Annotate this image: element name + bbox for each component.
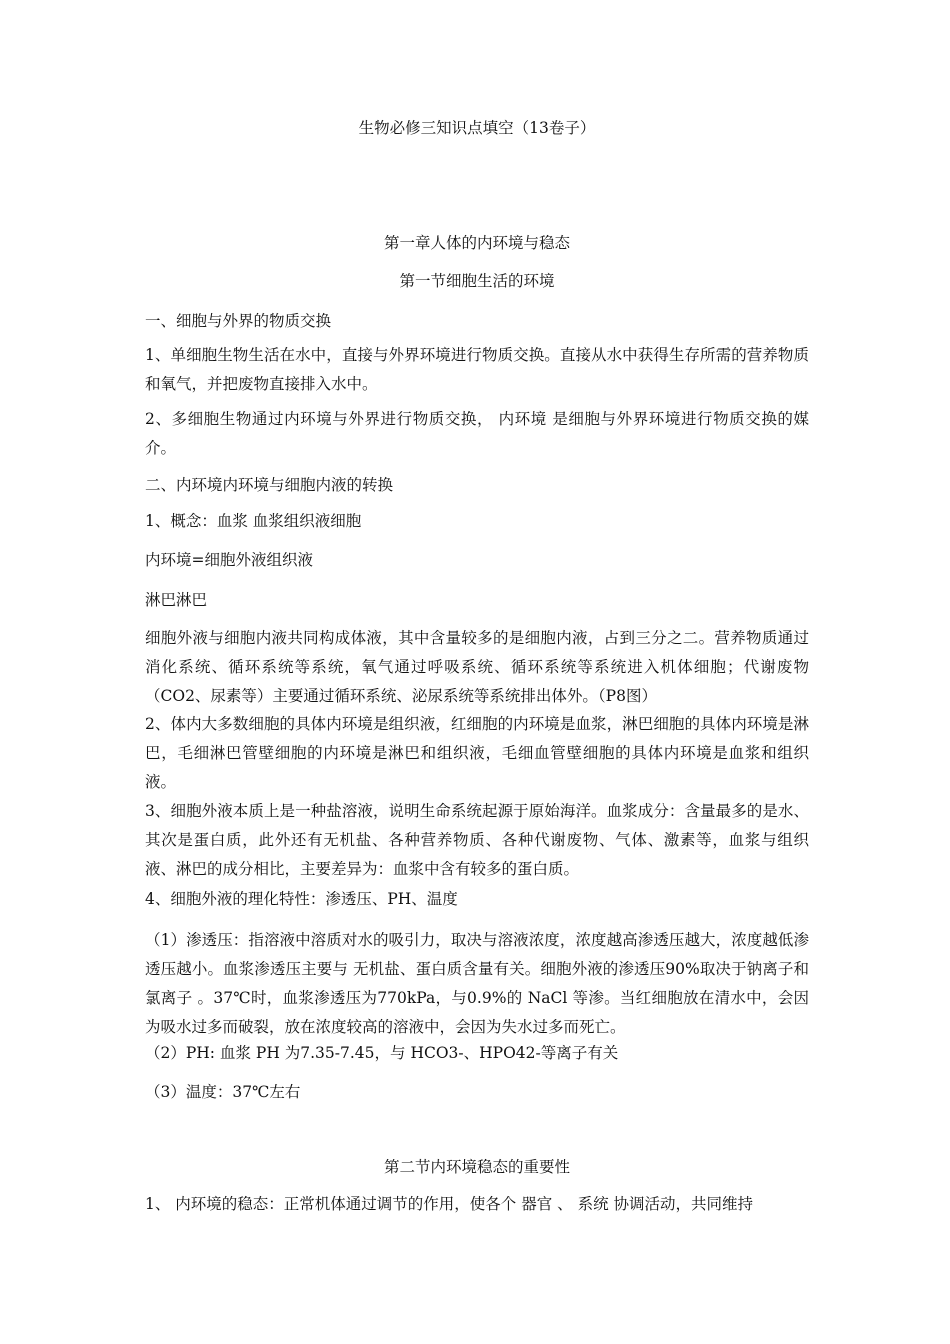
paragraph-3: 细胞外液与细胞内液共同构成体液，其中含量较多的是细胞内液，占到三分之二。营养物质通过消化系统、循环系统等系统，氧气通过呼吸系统、循环系统等系统进入机体细胞；代谢废物（CO2、尿素等）主要通过循环系统、泌尿系统等系统排出体外。（P8图）: [145, 629, 809, 705]
concept-line-3: 淋巴淋巴: [145, 591, 208, 609]
paragraph-4: 2、体内大多数细胞的具体内环境是组织液，红细胞的内环境是血浆，淋巴细胞的具体内环境是淋巴，毛细淋巴管壁细胞的内环境是淋巴和组织液，毛细血管壁细胞的具体内环境是血浆和组织液。: [145, 715, 809, 791]
paragraph-7: 1、 内环境的稳态：正常机体通过调节的作用，使各个 器官 、 系统 协调活动，共同维持: [145, 1195, 753, 1213]
concept-line-1: 1、概念：血浆 血浆组织液细胞: [145, 512, 362, 530]
paragraph-6: （1）渗透压：指溶液中溶质对水的吸引力，取决与溶液浓度，浓度越高渗透压越大，浓度越低渗透压越小。血浆渗透压主要与 无机盐、蛋白质含量有关。细胞外液的渗透压90%取决于钠离子和氯离子 。37℃时，血浆渗透压为770kPa，与0.9%的 NaCl 等渗。当红细胞放在清水中，会因为吸水过多而破裂，放在浓度较高的溶液中，会因为失水过多而死亡。: [145, 931, 809, 1036]
properties-line: 4、细胞外液的理化特性：渗透压、PH、温度: [145, 890, 458, 908]
concept-line-2: 内环境=细胞外液组织液: [145, 551, 313, 569]
paragraph-2: 2、多细胞生物通过内环境与外界进行物质交换， 内环境 是细胞与外界环境进行物质交换的媒介。: [145, 410, 809, 457]
subheading-1: 一、细胞与外界的物质交换: [145, 312, 332, 330]
paragraph-5: 3、细胞外液本质上是一种盐溶液，说明生命系统起源于原始海洋。血浆成分：含量最多的是水、其次是蛋白质，此外还有无机盐、各种营养物质、各种代谢废物、气体、激素等，血浆与组织液、淋巴的成分相比，主要差异为：血浆中含有较多的蛋白质。: [145, 802, 809, 878]
paragraph-1: 1、单细胞生物生活在水中，直接与外界环境进行物质交换。直接从水中获得生存所需的营养物质和氧气，并把废物直接排入水中。: [145, 346, 809, 393]
subheading-2: 二、内环境内环境与细胞内液的转换: [145, 476, 394, 494]
section-heading-1: 第一节细胞生活的环境: [399, 272, 555, 290]
temperature-line: （3）温度：37℃左右: [145, 1083, 301, 1101]
section-heading-2: 第二节内环境稳态的重要性: [383, 1158, 570, 1176]
document-title: 生物必修三知识点填空（13卷子）: [358, 119, 596, 137]
chapter-heading: 第一章人体的内环境与稳态: [383, 234, 570, 252]
ph-line: （2）PH: 血浆 PH 为7.35-7.45，与 HCO3-、HPO42-等离子有关: [145, 1044, 619, 1062]
